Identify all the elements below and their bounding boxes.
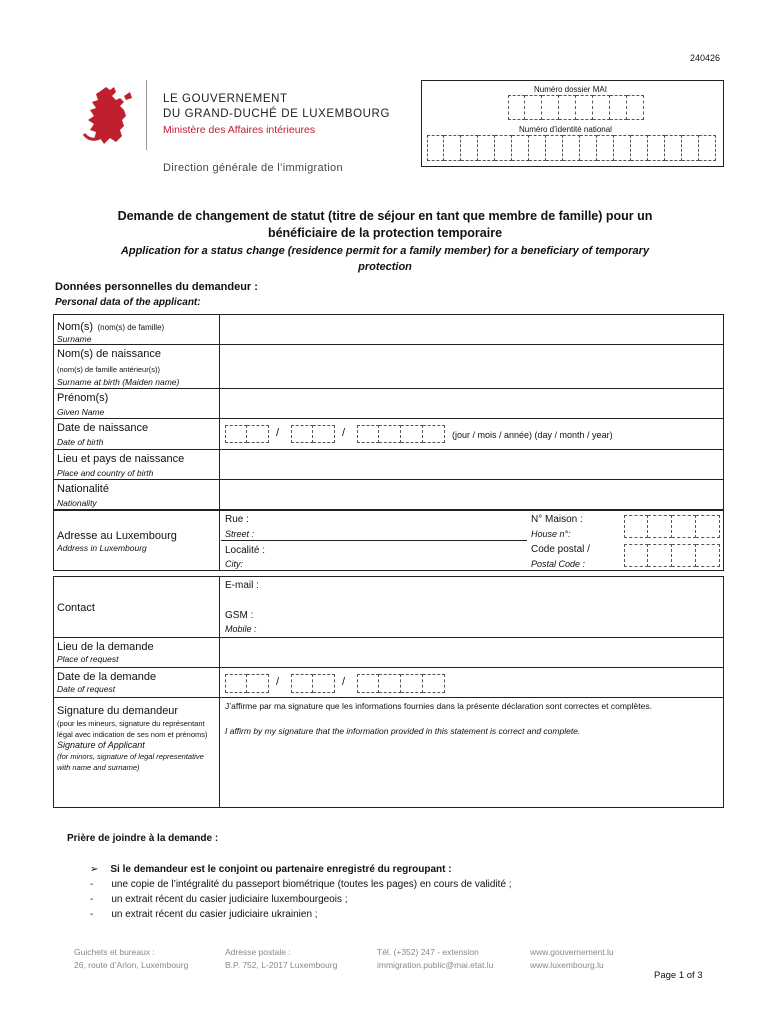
gsm-input[interactable] xyxy=(259,607,719,635)
direction-name: Direction générale de l’immigration xyxy=(163,162,343,174)
address-row xyxy=(53,510,724,571)
section-heading-en: Personal data of the applicant: xyxy=(55,297,201,308)
street-label-en: Street : xyxy=(225,529,255,539)
house-number-cells[interactable] xyxy=(624,515,720,538)
signature-area[interactable] xyxy=(221,740,723,807)
city-label-en: City: xyxy=(225,559,243,569)
date-of-request-label-en: Date of request xyxy=(57,684,116,694)
national-id-label: Numéro d’identité national xyxy=(519,125,612,134)
birthplace-input[interactable] xyxy=(221,450,723,479)
national-id-cells[interactable] xyxy=(427,135,716,161)
attachment-item: - un extrait récent du casier judiciaire ukrainien ; xyxy=(90,909,318,920)
section-heading-fr: Données personnelles du demandeur : xyxy=(55,281,258,293)
dossier-box xyxy=(421,80,724,167)
city-label: Localité : xyxy=(225,545,266,556)
address-label: Adresse au Luxembourg xyxy=(57,530,177,542)
form-title-fr xyxy=(40,208,730,242)
luxembourg-lion-logo xyxy=(80,86,136,146)
condition-text: Si le demandeur est le conjoint ou partenaire enregistré du regroupant : xyxy=(110,864,452,875)
page-number: Page 1 of 3 xyxy=(654,970,703,981)
dossier-number-cells[interactable] xyxy=(508,95,644,120)
signature-note-fr: (pour les mineurs, signature du représentant légal avec indication de ses nom et prénoms) xyxy=(57,719,208,739)
house-number-label-en: House n°: xyxy=(531,529,571,539)
place-of-request-label-cell xyxy=(54,638,220,667)
government-line-1: LE GOUVERNEMENT xyxy=(163,93,288,105)
dob-year-cells[interactable] xyxy=(357,425,445,443)
postal-code-cells[interactable] xyxy=(624,544,720,567)
house-number-label: N° Maison : xyxy=(531,514,583,525)
attachments-title: Prière de joindre à la demande : xyxy=(67,833,219,844)
dob-label: Date de naissance xyxy=(57,422,149,434)
gsm-label: GSM : xyxy=(225,610,254,621)
surname-label-en: Surname xyxy=(57,334,92,344)
address-label-en: Address in Luxembourg xyxy=(57,543,147,553)
ministry-name: Ministère des Affaires intérieures xyxy=(163,124,316,136)
signature-label-en: Signature of Applicant xyxy=(57,740,145,750)
birth-name-input[interactable] xyxy=(221,345,723,388)
signature-label: Signature du demandeur xyxy=(57,705,179,717)
personal-data-block xyxy=(53,314,724,510)
footer-websites: www.gouvernement.lu www.luxembourg.lu xyxy=(530,947,614,970)
birth-name-note: (nom(s) de famille antérieur(s)) xyxy=(57,365,160,374)
contact-label-cell xyxy=(54,577,220,637)
footer-contact: Tél. (+352) 247 - extension immigration.public@mai.etat.lu xyxy=(377,947,494,970)
title-en-line1: Application for a status change (residence permit for a family member) for a beneficiary of temporary xyxy=(120,245,650,257)
request-slash-1: / xyxy=(276,676,280,688)
birth-name-label-en: Surname at birth (Maiden name) xyxy=(57,377,180,387)
affirmation-en: I affirm by my signature that the information provided in this statement is correct and complete. xyxy=(225,726,581,736)
government-line-2: DU GRAND-DUCHÉ DE LUXEMBOURG xyxy=(163,108,391,120)
header-divider xyxy=(146,80,147,150)
surname-label: Nom(s) (nom(s) de famille) xyxy=(57,321,165,333)
form-title-en xyxy=(40,243,730,275)
date-of-request-label-cell xyxy=(54,668,220,697)
affirmation-fr: J’affirme par ma signature que les informations fournies dans la présente déclaration sont correctes et complètes. xyxy=(225,701,652,711)
dob-label-en: Date of birth xyxy=(57,437,104,447)
attachment-item: - une copie de l’intégralité du passeport biométrique (toutes les pages) en cours de validité ; xyxy=(90,879,512,890)
given-name-label-en: Given Name xyxy=(57,407,105,417)
address-label-cell xyxy=(54,511,220,570)
nationality-label-en: Nationality xyxy=(57,498,97,508)
footer-postal: Adresse postale : B.P. 752, L-2017 Luxembourg xyxy=(225,947,338,970)
arrow-bullet-icon: ➢ xyxy=(90,864,99,875)
given-name-label: Prénom(s) xyxy=(57,392,109,404)
surname-input[interactable] xyxy=(221,315,723,344)
birth-name-label: Nom(s) de naissance xyxy=(57,348,161,360)
row-divider xyxy=(54,418,723,419)
street-label: Rue : xyxy=(225,514,249,525)
request-month-cells[interactable] xyxy=(291,674,335,693)
dob-slash-2: / xyxy=(342,427,346,439)
birthplace-label: Lieu et pays de naissance xyxy=(57,453,185,465)
title-fr-line2: bénéficiaire de la protection temporaire xyxy=(267,226,503,240)
date-of-request-label: Date de la demande xyxy=(57,671,157,683)
title-en-line2: protection xyxy=(358,261,412,273)
postal-code-label: Code postal / xyxy=(531,544,590,555)
email-label: E-mail : xyxy=(225,580,259,591)
street-input[interactable] xyxy=(269,511,524,539)
email-input[interactable] xyxy=(269,577,719,605)
place-of-request-row xyxy=(53,637,724,668)
contact-row xyxy=(53,576,724,638)
dob-format-hint: (jour / mois / année) (day / month / year) xyxy=(452,430,613,440)
signature-note-en: (for minors, signature of legal representative with name and surname) xyxy=(57,752,204,772)
dob-month-cells[interactable] xyxy=(291,425,335,443)
postal-code-label-en: Postal Code : xyxy=(531,559,586,569)
attachments-condition xyxy=(90,864,452,875)
signature-label-cell xyxy=(54,698,220,807)
place-of-request-input[interactable] xyxy=(221,638,723,667)
dossier-label: Numéro dossier MAI xyxy=(534,85,607,94)
date-of-request-row xyxy=(53,667,724,698)
applicant-form xyxy=(53,314,724,808)
document-number: 240426 xyxy=(690,53,721,63)
footer-offices: Guichets et bureaux : 26, route d’Arlon, Luxembourg xyxy=(74,947,189,970)
request-slash-2: / xyxy=(342,676,346,688)
place-of-request-label: Lieu de la demande xyxy=(57,641,154,653)
mobile-label: Mobile : xyxy=(225,624,257,634)
nationality-input[interactable] xyxy=(221,480,723,509)
dob-slash-1: / xyxy=(276,427,280,439)
contact-label: Contact xyxy=(57,602,95,614)
request-day-cells[interactable] xyxy=(225,674,269,693)
request-year-cells[interactable] xyxy=(357,674,445,693)
nationality-label: Nationalité xyxy=(57,483,109,495)
signature-row xyxy=(53,697,724,808)
city-input[interactable] xyxy=(279,541,524,570)
given-name-input[interactable] xyxy=(221,389,723,418)
place-of-request-label-en: Place of request xyxy=(57,654,119,664)
title-fr-line1: Demande de changement de statut (titre de séjour en tant que membre de famille) pour un xyxy=(117,209,653,223)
dob-day-cells[interactable] xyxy=(225,425,269,443)
birthplace-label-en: Place and country of birth xyxy=(57,468,154,478)
attachment-item: - un extrait récent du casier judiciaire luxembourgeois ; xyxy=(90,894,348,905)
